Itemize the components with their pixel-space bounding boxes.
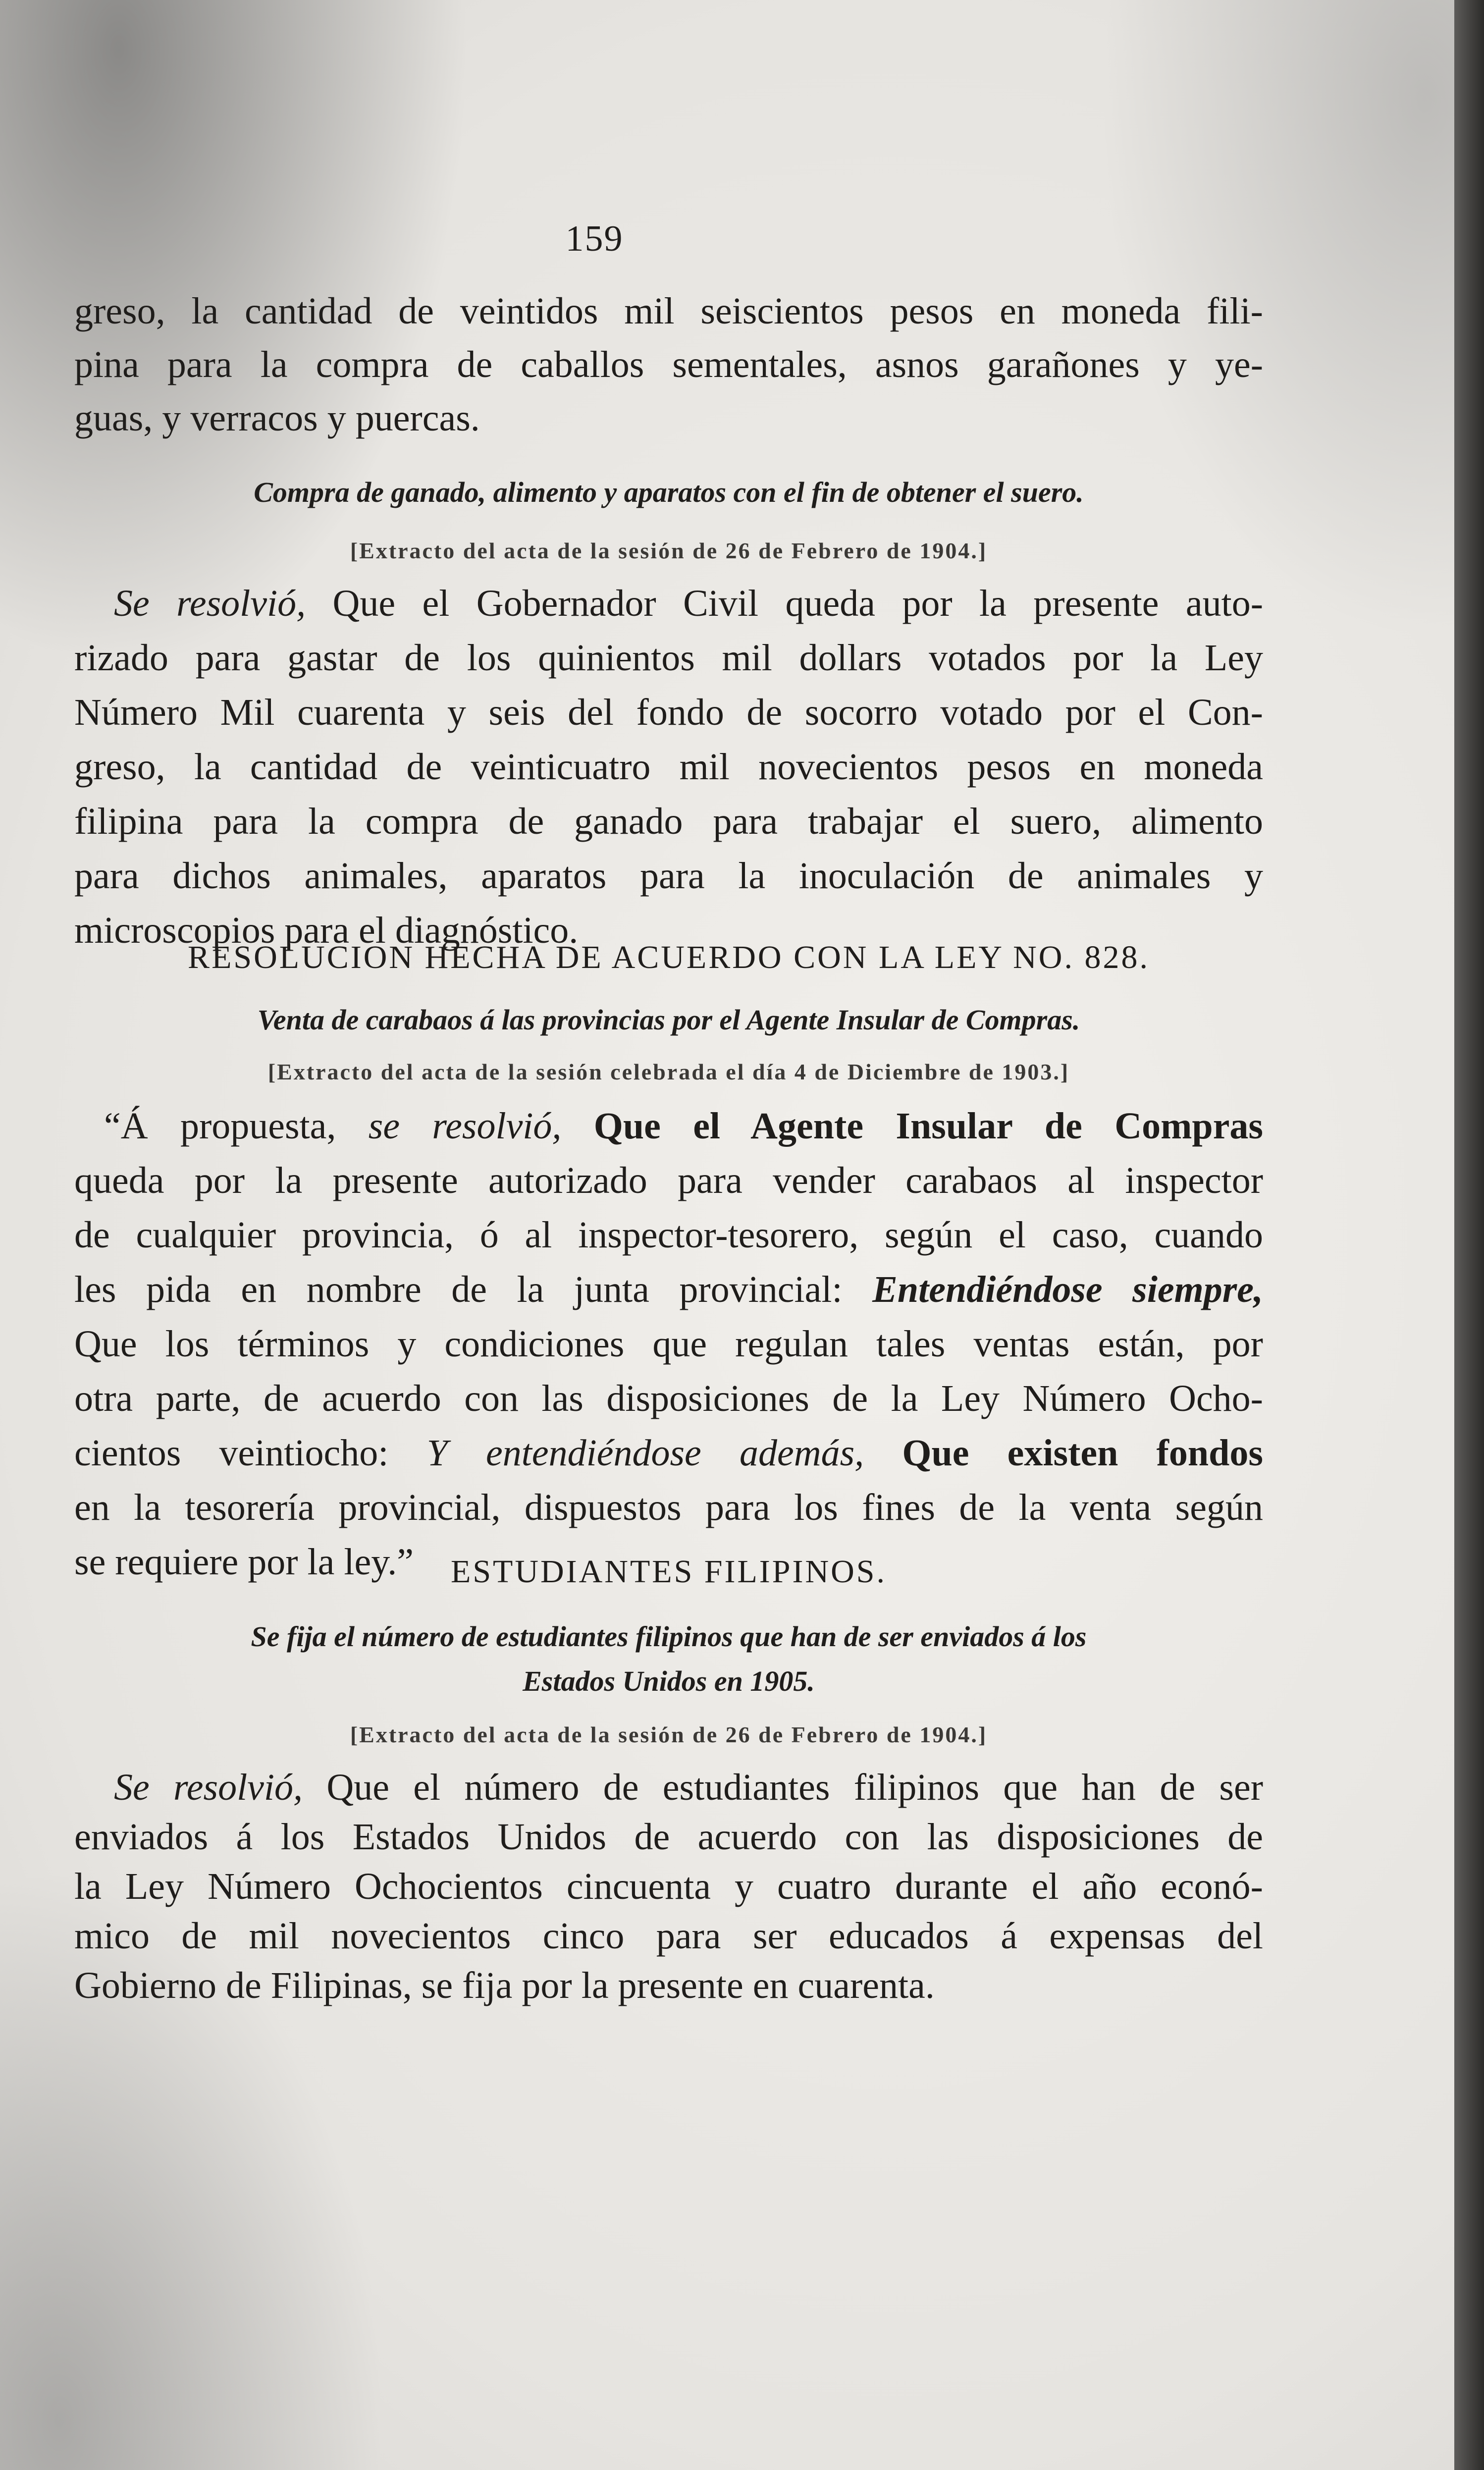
section2-line-4: [74, 1266, 1263, 1313]
section1-line-1: [114, 580, 1263, 627]
section1-line-2: rizado para gastar de los quinientos mil dollars votados por la Ley: [74, 637, 1263, 679]
section2-line-1-start: “Á propuesta,: [104, 1105, 336, 1147]
section1-lead: Se resolvió,: [114, 583, 306, 624]
page-binding-shadow: [1454, 0, 1484, 2470]
section2-line-7-rest: Que existen fondos: [902, 1432, 1263, 1474]
section2-line-8: en la tesorería provincial, dispuestos para los fines de la venta según: [74, 1487, 1263, 1528]
section2-line-3: de cualquier provincia, ó al inspector-tesorero, según el caso, cuando: [74, 1214, 1263, 1256]
section2-line-5: Que los términos y condiciones que regulan tales ventas están, por: [74, 1323, 1263, 1365]
section2-line-4-italic: Entendiéndose siempre,: [872, 1269, 1264, 1310]
section2-extract: [Extracto del acta de la sesión celebrada el día 4 de Diciembre de 1903.]: [267, 1059, 1070, 1084]
section2-line-6: otra parte, de acuerdo con las disposiciones de la Ley Número Ocho-: [74, 1378, 1263, 1419]
section1-line-6: para dichos animales, aparatos para la inoculación de animales y: [74, 855, 1263, 897]
intro-line-1: greso, la cantidad de veintidos mil seiscientos pesos en moneda fili-: [74, 290, 1263, 332]
section3-line-4: mico de mil novecientos cinco para ser educados á expensas del: [74, 1915, 1263, 1957]
section3-extract: [Extracto del acta de la sesión de 26 de Febrero de 1904.]: [350, 1722, 988, 1747]
section3-line-3: la Ley Número Ochocientos cincuenta y cuatro durante el año econó-: [74, 1866, 1263, 1907]
section1-line-3: Número Mil cuarenta y seis del fondo de socorro votado por el Con-: [74, 692, 1263, 733]
section3-lead: Se resolvió,: [114, 1767, 303, 1808]
section2-line-7-start: cientos veintiocho:: [74, 1432, 389, 1474]
section3-subtitle-2: Estados Unidos en 1905.: [523, 1665, 815, 1697]
section2-heading: RESOLUCION HECHA DE ACUERDO CON LA LEY NO. 828.: [188, 939, 1150, 975]
page-number: 159: [565, 218, 624, 259]
section2-line-1: [104, 1102, 1263, 1150]
section2-line-9: se requiere por la ley.”: [74, 1541, 414, 1583]
section2-line-7: [74, 1429, 1263, 1477]
section2-line-4-start: les pida en nombre de la junta provincial:: [74, 1269, 843, 1310]
section3-line-5: Gobierno de Filipinas, se fija por la presente en cuarenta.: [74, 1965, 935, 2006]
section1-line-5: filipina para la compra de ganado para trabajar el suero, alimento: [74, 801, 1263, 842]
section3-subtitle-1: Se fija el número de estudiantes filipinos que han de ser enviados á los: [251, 1620, 1087, 1653]
section2-subtitle: Venta de carabaos á las provincias por el Agente Insular de Compras.: [257, 1004, 1080, 1036]
section1-subtitle: Compra de ganado, alimento y aparatos con el fin de obtener el suero.: [254, 476, 1084, 508]
section3-line-1: [114, 1764, 1263, 1811]
section2-line-1-italic: se resolvió,: [368, 1105, 562, 1147]
intro-line-2: pina para la compra de caballos sementales, asnos garañones y ye-: [74, 344, 1263, 385]
section2-line-1-rest: Que el Agente Insular de Compras: [593, 1105, 1264, 1147]
section1-line-1-rest: Que el Gobernador Civil queda por la presente auto-: [332, 583, 1263, 624]
section3-heading: ESTUDIANTES FILIPINOS.: [451, 1554, 887, 1590]
section3-line-1-rest: Que el número de estudiantes filipinos que han de ser: [326, 1767, 1264, 1808]
intro-line-3: guas, y verracos y puercas.: [74, 397, 480, 439]
section2-line-2: queda por la presente autorizado para vender carabaos al inspector: [74, 1160, 1263, 1201]
section3-line-2: enviados á los Estados Unidos de acuerdo con las disposiciones de: [74, 1816, 1263, 1858]
section1-extract: [Extracto del acta de la sesión de 26 de Febrero de 1904.]: [350, 538, 988, 563]
section1-line-4: greso, la cantidad de veinticuatro mil novecientos pesos en moneda: [74, 746, 1263, 788]
section1-line-7: microscopios para el diagnóstico.: [74, 910, 579, 951]
section2-line-7-italic: Y entendiéndose además,: [426, 1432, 864, 1474]
